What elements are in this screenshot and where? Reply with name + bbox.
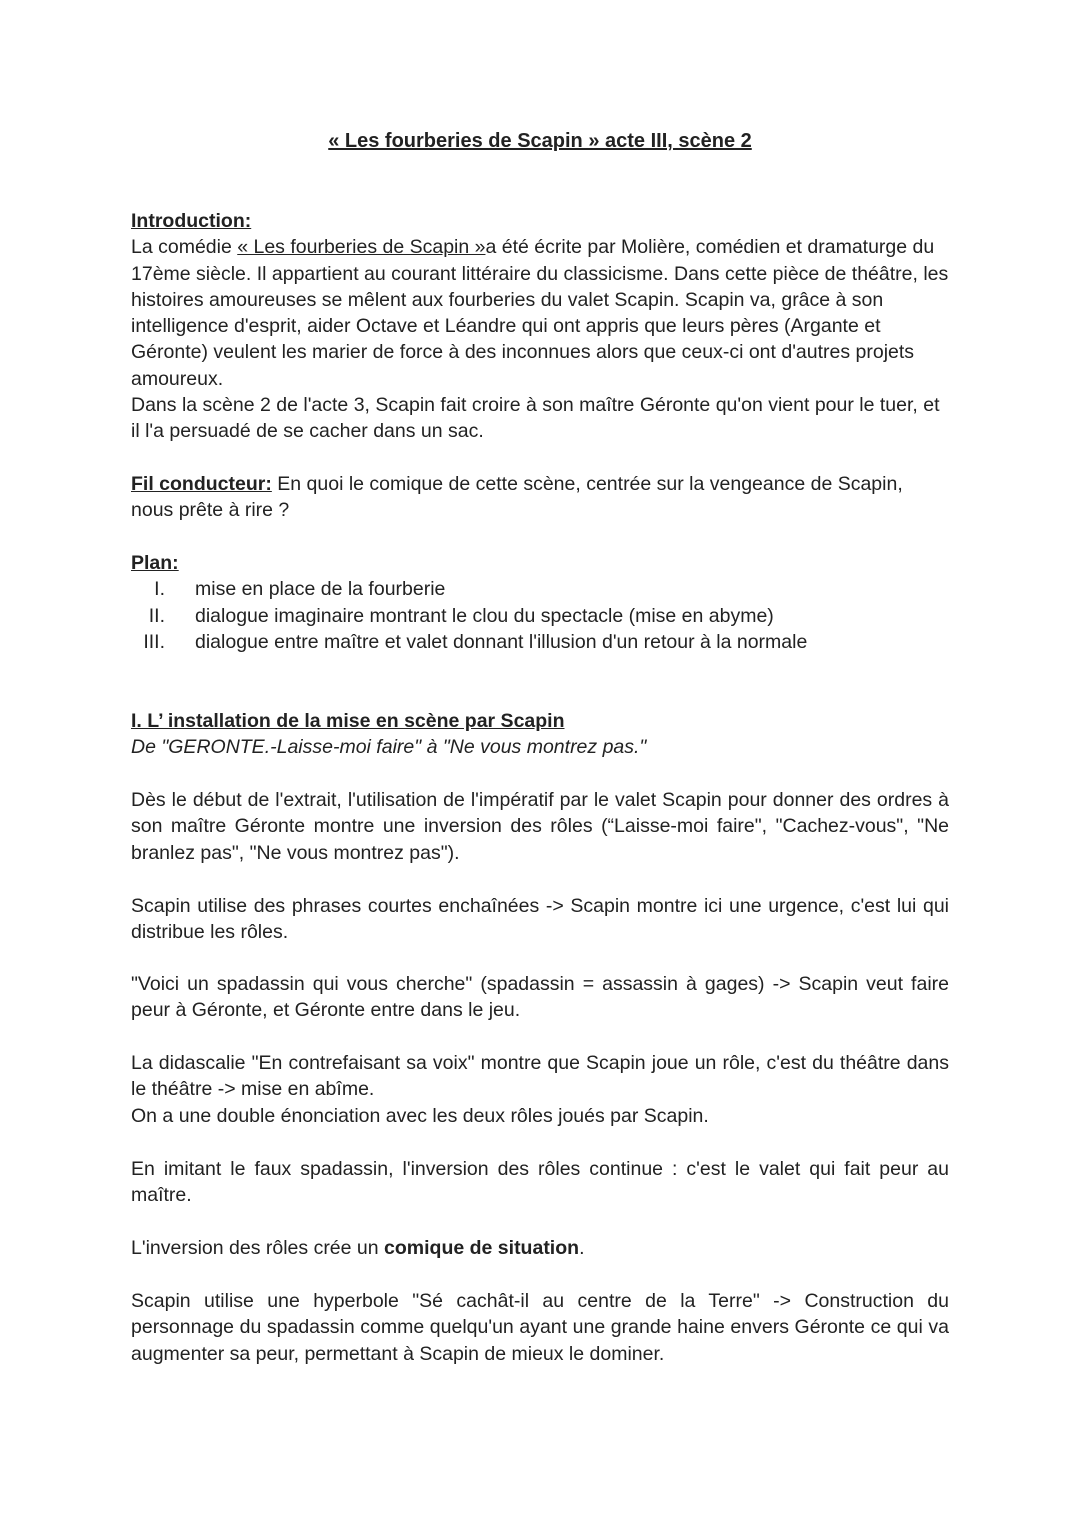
plan-item-text: dialogue entre maître et valet donnant l'illusion d'un retour à la normale (195, 630, 808, 653)
introduction-section (131, 208, 949, 445)
plan-section (131, 550, 949, 655)
introduction-paragraph-2: Dans la scène 2 de l'acte 3, Scapin fait croire à son maître Géronte qu'on vient pour le tuer, et il l'a persuadé de se cacher dans un sac. (131, 394, 940, 443)
section-1-paragraph: Scapin utilise une hyperbole "Sé cachât-il au centre de la Terre" -> Construction du personnage du spadassin comme quelqu'un ayant une grande haine envers Géronte ce qui va augmenter sa peur, permettant à Scapin de mieux le dominer. (131, 1290, 949, 1365)
comique-text-before: L'inversion des rôles crée un (131, 1237, 385, 1259)
plan-item (131, 629, 949, 655)
plan-item-text: dialogue imaginaire montrant le clou du spectacle (mise en abyme) (195, 604, 774, 627)
plan-item (131, 603, 949, 629)
introduction-heading: Introduction: (131, 210, 252, 232)
plan-list (131, 576, 949, 655)
section-1-paragraph: Scapin utilise des phrases courtes enchaînées -> Scapin montre ici une urgence, c'est lui qui distribue les rôles. (131, 895, 949, 944)
fil-conducteur-label: Fil conducteur: (131, 473, 272, 495)
section-1-paragraph: La didascalie "En contrefaisant sa voix" montre que Scapin joue un rôle, c'est du théâtre dans le théâtre -> mise en abîme. (131, 1052, 949, 1101)
play-title-link: « Les fourberies de Scapin » (237, 236, 486, 259)
plan-item-number: I. (154, 578, 165, 601)
plan-heading: Plan: (131, 552, 179, 574)
section-1-paragraph-group (131, 1050, 949, 1129)
section-1-paragraph: En imitant le faux spadassin, l'inversion des rôles continue : c'est le valet qui fait peur au maître. (131, 1158, 949, 1207)
section-1-paragraph: On a une double énonciation avec les deux rôles joués par Scapin. (131, 1104, 709, 1127)
plan-item (131, 576, 949, 602)
section-1-header (131, 708, 949, 761)
plan-item-number: III. (143, 630, 165, 653)
plan-item-text: mise en place de la fourberie (195, 578, 446, 601)
section-1-paragraph: "Voici un spadassin qui vous cherche" (spadassin = assassin à gages) -> Scapin veut faire peur à Géronte, et Géronte entre dans le jeu. (131, 973, 949, 1022)
fil-conducteur-section (131, 471, 949, 524)
section-1-paragraph (131, 1235, 949, 1261)
section-1-paragraph: Dès le début de l'extrait, l'utilisation de l'impératif par le valet Scapin pour donner des ordres à son maître Géronte montre une inversion des rôles (“Laisse-moi faire", "Cachez-vous", "Ne branlez pas", "Ne vous montrez pas"). (131, 789, 949, 864)
intro-text-after: a été écrite par Molière, comédien et dramaturge du 17ème siècle. Il appartient au courant littéraire du classicisme. Dans cette pièce de théâtre, les histoires amoureuses se mêlent aux fourberies du valet Scapin. Scapin va, grâce à son intelligence d'esprit, aider Octave et Léandre qui ont appris que leurs pères (Argante et Géronte) veulent les marier de force à des inconnues alors que ceux-ci ont d'autres projets amoureux. (131, 236, 949, 390)
comique-de-situation-term: comique de situation (384, 1237, 580, 1259)
comique-text-after: . (579, 1237, 585, 1259)
intro-text-before: La comédie (131, 236, 238, 259)
section-1-heading: I. L’ installation de la mise en scène par Scapin (131, 710, 565, 732)
fil-conducteur-text: En quoi le comique de cette scène, centrée sur la vengeance de Scapin, nous prête à rire ? (131, 473, 903, 522)
section-1-subtitle: De "GERONTE.-Laisse-moi faire" à "Ne vous montrez pas." (131, 736, 647, 759)
page-title: « Les fourberies de Scapin » acte III, scène 2 (328, 130, 752, 152)
plan-item-number: II. (148, 604, 165, 627)
introduction-paragraph (131, 234, 949, 392)
